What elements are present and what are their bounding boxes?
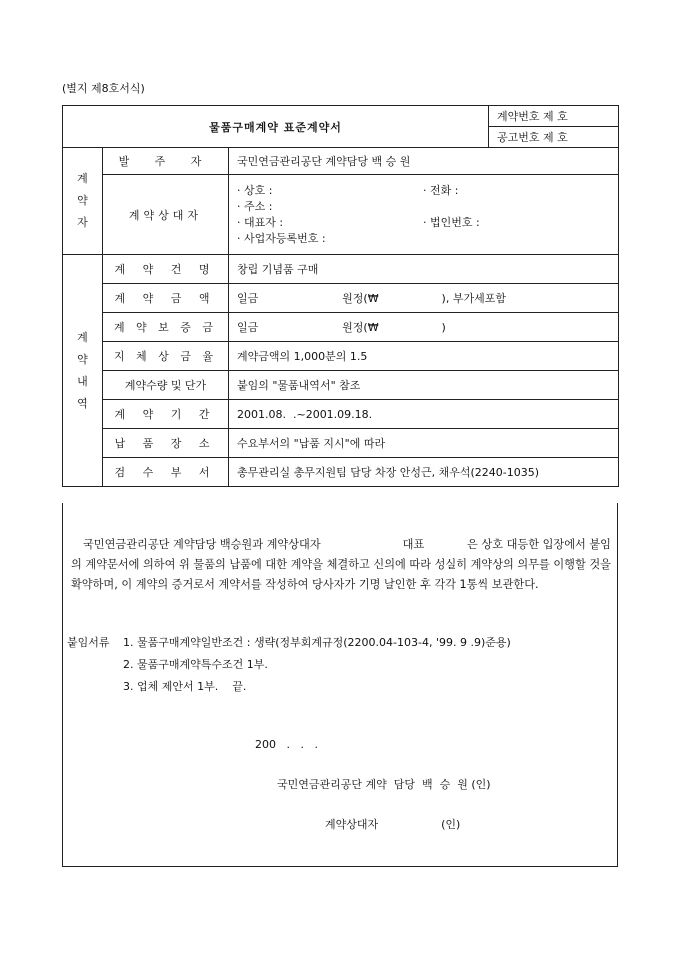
inspection-dept-value: 총무관리실 총무지원팀 담당 차장 안성근, 채우석(2240-1035) bbox=[229, 458, 619, 487]
corp-number-field: · 법인번호 : bbox=[423, 215, 480, 229]
attachments-label: 붙임서류 bbox=[67, 636, 110, 649]
contract-date: 200 . . . bbox=[255, 738, 318, 751]
document-title: 물품구매계약 표준계약서 bbox=[63, 106, 489, 148]
contract-period-label: 계 약 기 간 bbox=[103, 400, 229, 429]
company-field: · 상호 : bbox=[237, 183, 273, 197]
contract-amount-label: 계 약 금 액 bbox=[103, 284, 229, 313]
attachment-item-3: 3. 업체 제안서 1부. 끝. bbox=[123, 680, 247, 693]
notice-number: 공고번호 제 호 bbox=[489, 127, 619, 148]
contract-party-section-label: 계 약 자 bbox=[63, 148, 103, 255]
counterparty-label: 계약상대자 bbox=[103, 175, 229, 255]
contract-period-value: 2001.08. .~2001.09.18. bbox=[229, 400, 619, 429]
phone-field: · 전화 : bbox=[423, 183, 459, 197]
contract-number: 계약번호 제 호 bbox=[489, 106, 619, 127]
contract-amount-value: 일금 원정(₩ ), 부가세포함 bbox=[229, 284, 619, 313]
orderer-label: 발 주 자 bbox=[103, 148, 229, 175]
contract-details-section-label: 계 약 내 역 bbox=[63, 255, 103, 487]
attachment-item-1: 1. 물품구매계약일반조건 : 생략(정부회계규정(2200.04-103-4, '99. 9 .9)준용) bbox=[123, 636, 511, 649]
guarantee-value: 일금 원정(₩ ) bbox=[229, 313, 619, 342]
address-field: · 주소 : bbox=[237, 199, 273, 213]
contract-table bbox=[62, 105, 619, 487]
guarantee-label: 계 약 보 증 금 bbox=[103, 313, 229, 342]
contract-body-box bbox=[62, 503, 618, 867]
inspection-dept-label: 검 수 부 서 bbox=[103, 458, 229, 487]
quantity-price-value: 붙임의 "물품내역서" 참조 bbox=[229, 371, 619, 400]
orderer-value: 국민연금관리공단 계약담당 백 승 원 bbox=[229, 148, 619, 175]
delivery-place-label: 납 품 장 소 bbox=[103, 429, 229, 458]
counterparty-details bbox=[229, 175, 619, 255]
biz-number-field: · 사업자등록번호 : bbox=[237, 231, 326, 245]
contract-body-text: 국민연금관리공단 계약담당 백승원과 계약상대자 대표 은 상호 대등한 입장에서 붙임의 계약문서에 의하여 위 물품의 납품에 대한 계약을 체결하고 신의에 따라 성실히 계약상의 의무를 이행할 것을 확약하며, 이 계약의 증거로서 계약서를 작성하여 당사자가 기명 날인한 후 각각 1통씩 보관한다. bbox=[71, 538, 615, 591]
delay-penalty-value: 계약금액의 1,000분의 1.5 bbox=[229, 342, 619, 371]
delivery-place-value: 수요부서의 "납품 지시"에 따라 bbox=[229, 429, 619, 458]
item-name-label: 계 약 건 명 bbox=[103, 255, 229, 284]
attachment-item-2: 2. 물품구매계약특수조건 1부. bbox=[123, 658, 268, 671]
item-name-value: 창립 기념품 구매 bbox=[229, 255, 619, 284]
delay-penalty-label: 지 체 상 금 율 bbox=[103, 342, 229, 371]
counterparty-signature: 계약상대자 (인) bbox=[325, 818, 461, 831]
form-caption: (별지 제8호서식) bbox=[62, 82, 145, 95]
quantity-price-label: 계약수량 및 단가 bbox=[103, 371, 229, 400]
representative-field: · 대표자 : bbox=[237, 215, 284, 229]
orderer-signature: 국민연금관리공단 계약 담당 백 승 원 (인) bbox=[277, 778, 491, 791]
